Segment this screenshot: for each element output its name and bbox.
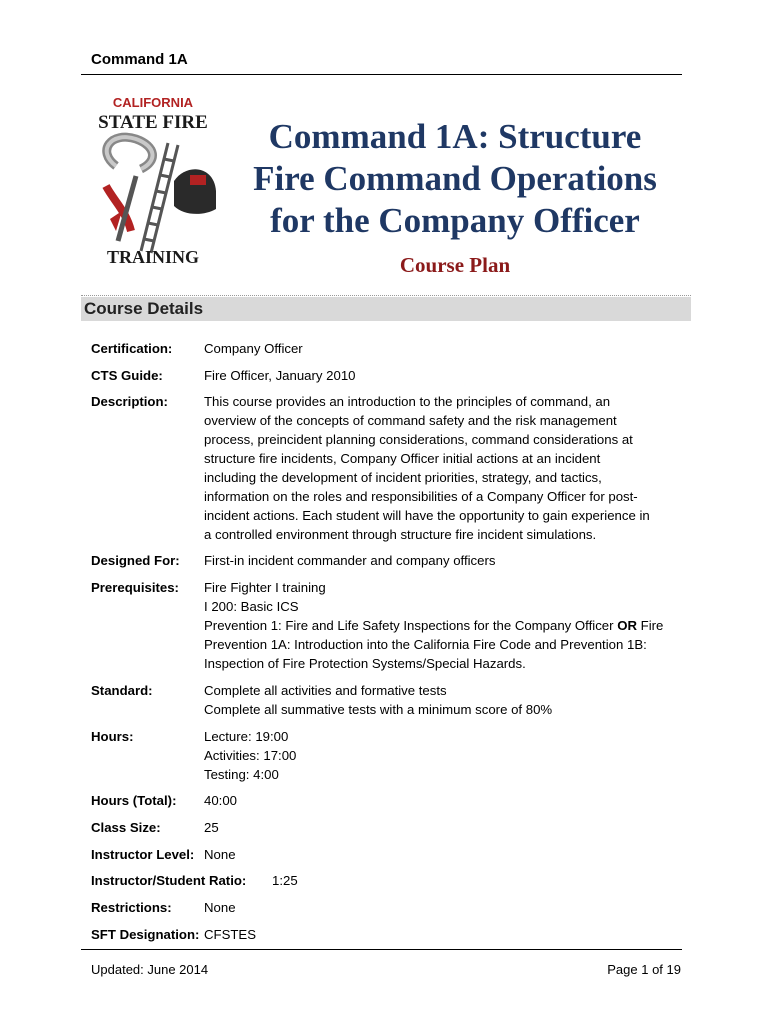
detail-value: Complete all activities and formative tests Complete all summative tests with a minimum score of 80% — [204, 683, 553, 717]
detail-label: SFT Designation: — [91, 927, 200, 942]
document-title — [230, 116, 680, 242]
detail-label: Designed For: — [91, 553, 180, 568]
section-heading: Course Details — [84, 299, 204, 318]
title-line: for the Company Officer — [270, 201, 640, 240]
detail-label: Standard: — [91, 683, 153, 698]
title-line: Command 1A: Structure — [268, 117, 642, 156]
detail-label: Class Size: — [91, 820, 161, 835]
logo-middle-text: STATE FIRE — [98, 112, 208, 133]
detail-value: 1:25 — [272, 873, 298, 888]
detail-value: First-in incident commander and company officers — [204, 553, 496, 568]
detail-value: Company Officer — [204, 341, 303, 356]
detail-value: Lecture: 19:00 Activities: 17:00 Testing: 4:00 — [204, 729, 297, 782]
detail-value: CFSTES — [204, 927, 257, 942]
detail-label: Instructor/Student Ratio: — [91, 873, 247, 888]
detail-value: None — [204, 847, 236, 862]
detail-label: Instructor Level: — [91, 847, 195, 862]
detail-label: Hours: — [91, 729, 134, 744]
detail-value: None — [204, 900, 236, 915]
state-fire-training-logo — [86, 91, 220, 267]
document-subtitle: Course Plan — [399, 253, 511, 277]
logo-bottom-text: TRAINING — [106, 247, 200, 267]
detail-value: Fire Fighter I training I 200: Basic ICS Prevention 1: Fire and Life Safety Inspections for the Company Officer OR Fire Prevention 1A: Introduction into the California Fire Code and Prevention 1B: Inspection of Fire Protection Systems/Special Hazards. — [204, 580, 664, 671]
detail-label: Restrictions: — [91, 900, 172, 915]
logo-top-text: CALIFORNIA — [112, 95, 194, 110]
detail-value: 40:00 — [204, 793, 238, 808]
section-divider — [81, 295, 691, 296]
detail-label: CTS Guide: — [91, 368, 163, 383]
header-rule — [81, 74, 682, 75]
detail-label: Description: — [91, 394, 168, 409]
ladder-icon — [141, 143, 178, 253]
footer-page-number: Page 1 of 19 — [607, 962, 681, 977]
footer-rule — [81, 949, 682, 950]
title-line: Fire Command Operations — [253, 159, 657, 198]
detail-value: This course provides an introduction to the principles of command, an overview of the concepts of command safety and the risk management process, preincident planning considerations, command considerations at structure fire incidents, Company Officer initial actions at an incident including the development of incident priorities, strategy, and tactics, information on the roles and responsibilities of a Company Officer for post- incident actions. Each student will have the opportunity to gain experience in a controlled environment through structure fire incident simulations. — [204, 394, 650, 542]
detail-value: 25 — [204, 820, 219, 835]
detail-label: Hours (Total): — [91, 793, 177, 808]
detail-value: Fire Officer, January 2010 — [204, 368, 356, 383]
footer-updated: Updated: June 2014 — [91, 962, 209, 977]
running-header: Command 1A — [91, 51, 188, 68]
detail-label: Prerequisites: — [91, 580, 179, 595]
section-heading-bar — [81, 297, 691, 321]
detail-label: Certification: — [91, 341, 173, 356]
